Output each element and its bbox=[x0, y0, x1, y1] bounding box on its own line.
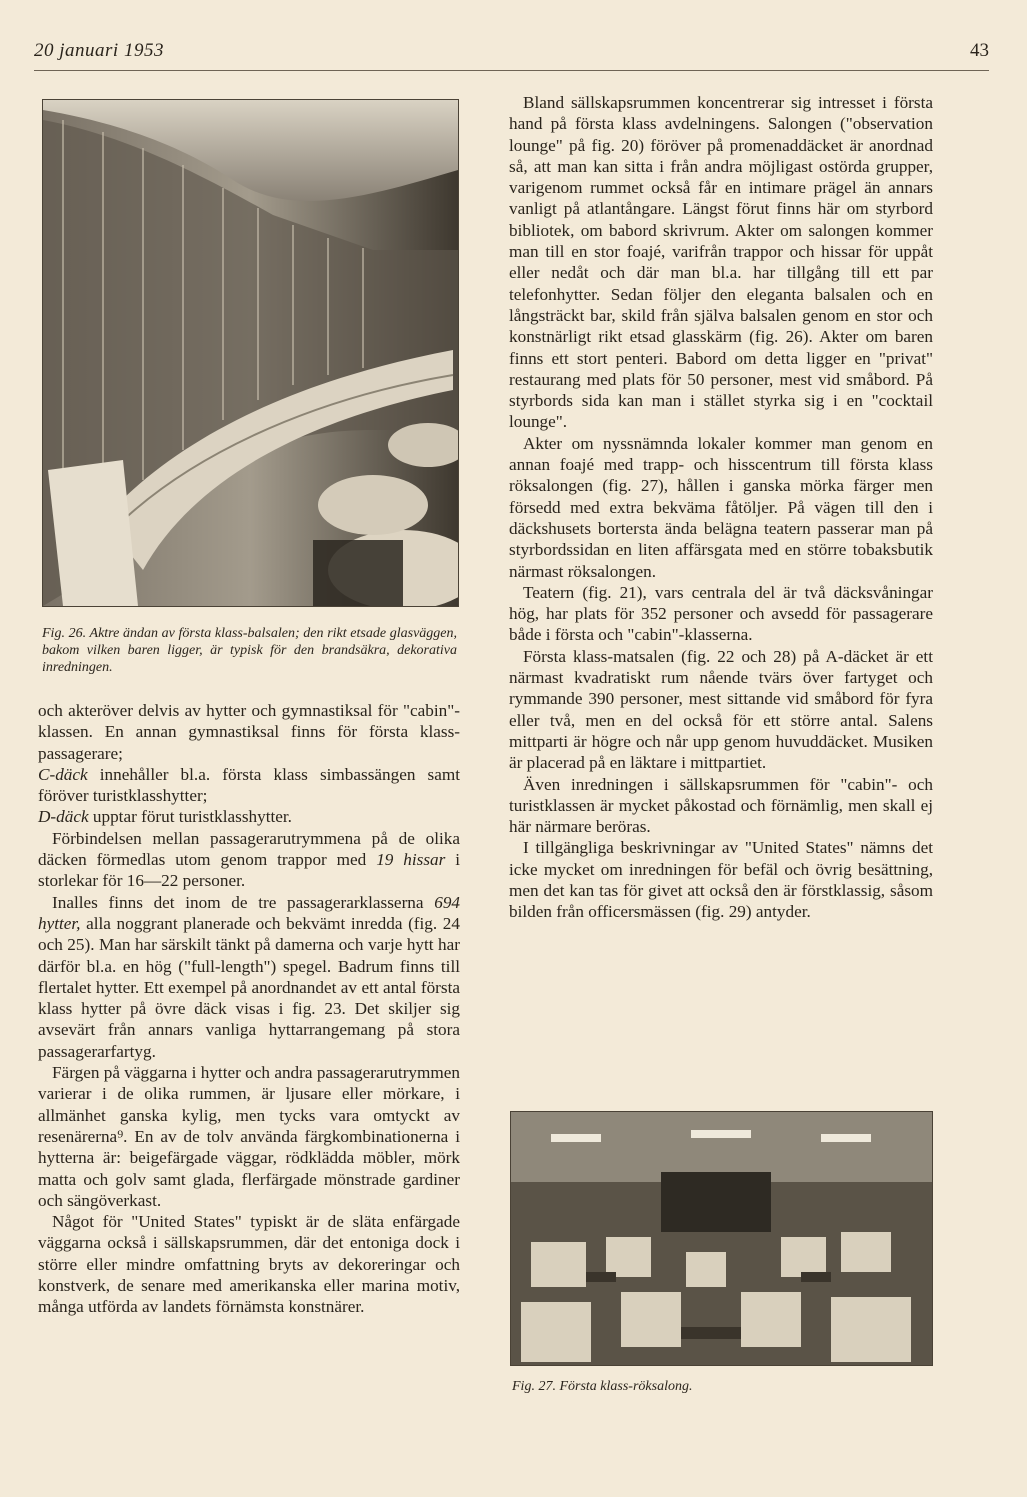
paragraph: Förbindelsen mellan passagerarutrymmena på de olika däcken förmedlas utom genom trappor med 19 hissar i storlekar för 16—22 personer. bbox=[38, 828, 460, 891]
figure-27-photo bbox=[510, 1111, 933, 1366]
paragraph: Något för "United States" typiskt är de släta enfärgade väggarna också i sällskapsrummen, där det entoniga dock i större eller mindre omfattning bryts av dekoreringar och konstverk, de senare med amerikanska eller marina motiv, många utförda av landets förnämsta konstnärer. bbox=[38, 1212, 460, 1317]
paragraph: Bland sällskapsrummen koncentrerar sig intresset i första hand på första klass avdelningens. Salongen ("observation lounge" på fig. 20) föröver på promenaddäcket är anordnad så, att man kan sitta i från andra möjligast ostörda grupper, varigenom rummet också får en intimare prägel än annars vanligt på atlantångare. Längst förut finns här om styrbord bibliotek, om babord skrivrum. Akter om salongen kommer man till en stor foajé, varifrån trappor och hissar för uppåt eller nedåt och där man bl.a. har tillgång till ett par telefonhytter. Sedan följer den eleganta balsalen och en långsträckt bar, skild från själva balsalen genom en stor och konstnärligt rikt etsad glasskärm (fig. 26). Akter om baren finns ett stort penteri. Babord om detta ligger en "privat" restaurang med plats för 50 personer, mest vid småbord. På styrbords sida kan man i stället styrka sig i en "cocktail lounge". bbox=[509, 93, 933, 432]
figure-26-caption-text: Aktre ändan av första klass-balsalen; den rikt etsade glasväggen, bakom vilken baren ligger, är typisk för den brandsäkra, dekorativa inredningen. bbox=[42, 626, 457, 675]
figure-26-photo bbox=[42, 99, 459, 607]
figure-27-caption bbox=[512, 1378, 933, 1395]
paragraph: I tillgängliga beskrivningar av "United States" nämns det icke mycket om inredningen för befäl och övrig besättning, men det kan tas för givet att också den är förstklassig, såsom bilden från officersmässen (fig. 29) antyder. bbox=[509, 838, 933, 922]
paragraph: C-däck innehåller bl.a. första klass simbassängen samt föröver turistklasshytter; bbox=[38, 764, 460, 806]
paragraph: D-däck upptar förut turistklasshytter. bbox=[38, 807, 292, 827]
paragraph: Färgen på väggarna i hytter och andra passagerarutrymmen varierar i de olika rummen, är ljusare eller mörkare, i allmänhet ganska kylig, men tycks vara omtyckt av resenärerna⁹. En av de tolv använda färgkombinationerna i hytterna är: beigefärgade väggar, rödklädda möbler, mörk matta och golv samt glada, flerfärgade mönstrade gardiner och sängöverkast. bbox=[38, 1063, 460, 1210]
figure-26-caption bbox=[42, 625, 457, 676]
figure-26-label: Fig. 26. bbox=[42, 626, 87, 641]
page-header bbox=[34, 36, 989, 71]
paragraph: Teatern (fig. 21), vars centrala del är två däcksvåningar hög, har plats för 352 personer och avsedd för passagerare både i första och "cabin"-klasserna. bbox=[509, 582, 933, 645]
paragraph: Första klass-matsalen (fig. 22 och 28) på A-däcket är ett närmast kvadratiskt rum nående tvärs över fartyget och rymmande 390 personer, mest sittande vid småbord för fyra eller två, men en del också för ett större antal. Salens mittparti är högre och når upp genom huvuddäcket. Musiken är placerad på en läktare i mittpartiet. bbox=[509, 646, 933, 773]
issue-date: 20 januari 1953 bbox=[34, 40, 164, 61]
figure-27-label: Fig. 27. bbox=[512, 1379, 556, 1394]
left-column bbox=[38, 700, 460, 1318]
page-number: 43 bbox=[970, 40, 989, 61]
figure-27-caption-text: Första klass-röksalong. bbox=[559, 1379, 693, 1394]
paragraph: Inalles finns det inom de tre passagerarklasserna 694 hytter, alla noggrant planerade och bekvämt inredda (fig. 24 och 25). Man har särskilt tänkt på damerna och varje hytt har därför bl.a. en hög ("full-length") spegel. Badrum finns till flertalet hytter. Ett exempel på anordnandet av ett antal första klass hytter på övre däck visas i fig. 23. Det skiljer sig avsevärt från annars vanliga hyttarrangemang på stora passagerarfartyg. bbox=[38, 892, 460, 1061]
paragraph: Akter om nyssnämnda lokaler kommer man genom en annan foajé med trapp- och hisscentrum till första klass röksalongen (fig. 27), hållen i ganska mörka färger men försedd med extra bekväma fåtöljer. På vägen till den i däckshusets bortersta ända belägna teatern passerar man på styrbordssidan en liten affärsgata med en större tobaksbutik närmast röksalongen. bbox=[509, 433, 933, 581]
right-column bbox=[509, 92, 933, 923]
paragraph: och akteröver delvis av hytter och gymnastiksal för "cabin"-klassen. En annan gymnastiksal finns för första klass-passagerare; bbox=[38, 701, 460, 763]
paragraph: Även inredningen i sällskapsrummen för "cabin"- och turistklassen är mycket påkostad och förnämlig, men skall ej här närmare beröras. bbox=[509, 774, 933, 837]
